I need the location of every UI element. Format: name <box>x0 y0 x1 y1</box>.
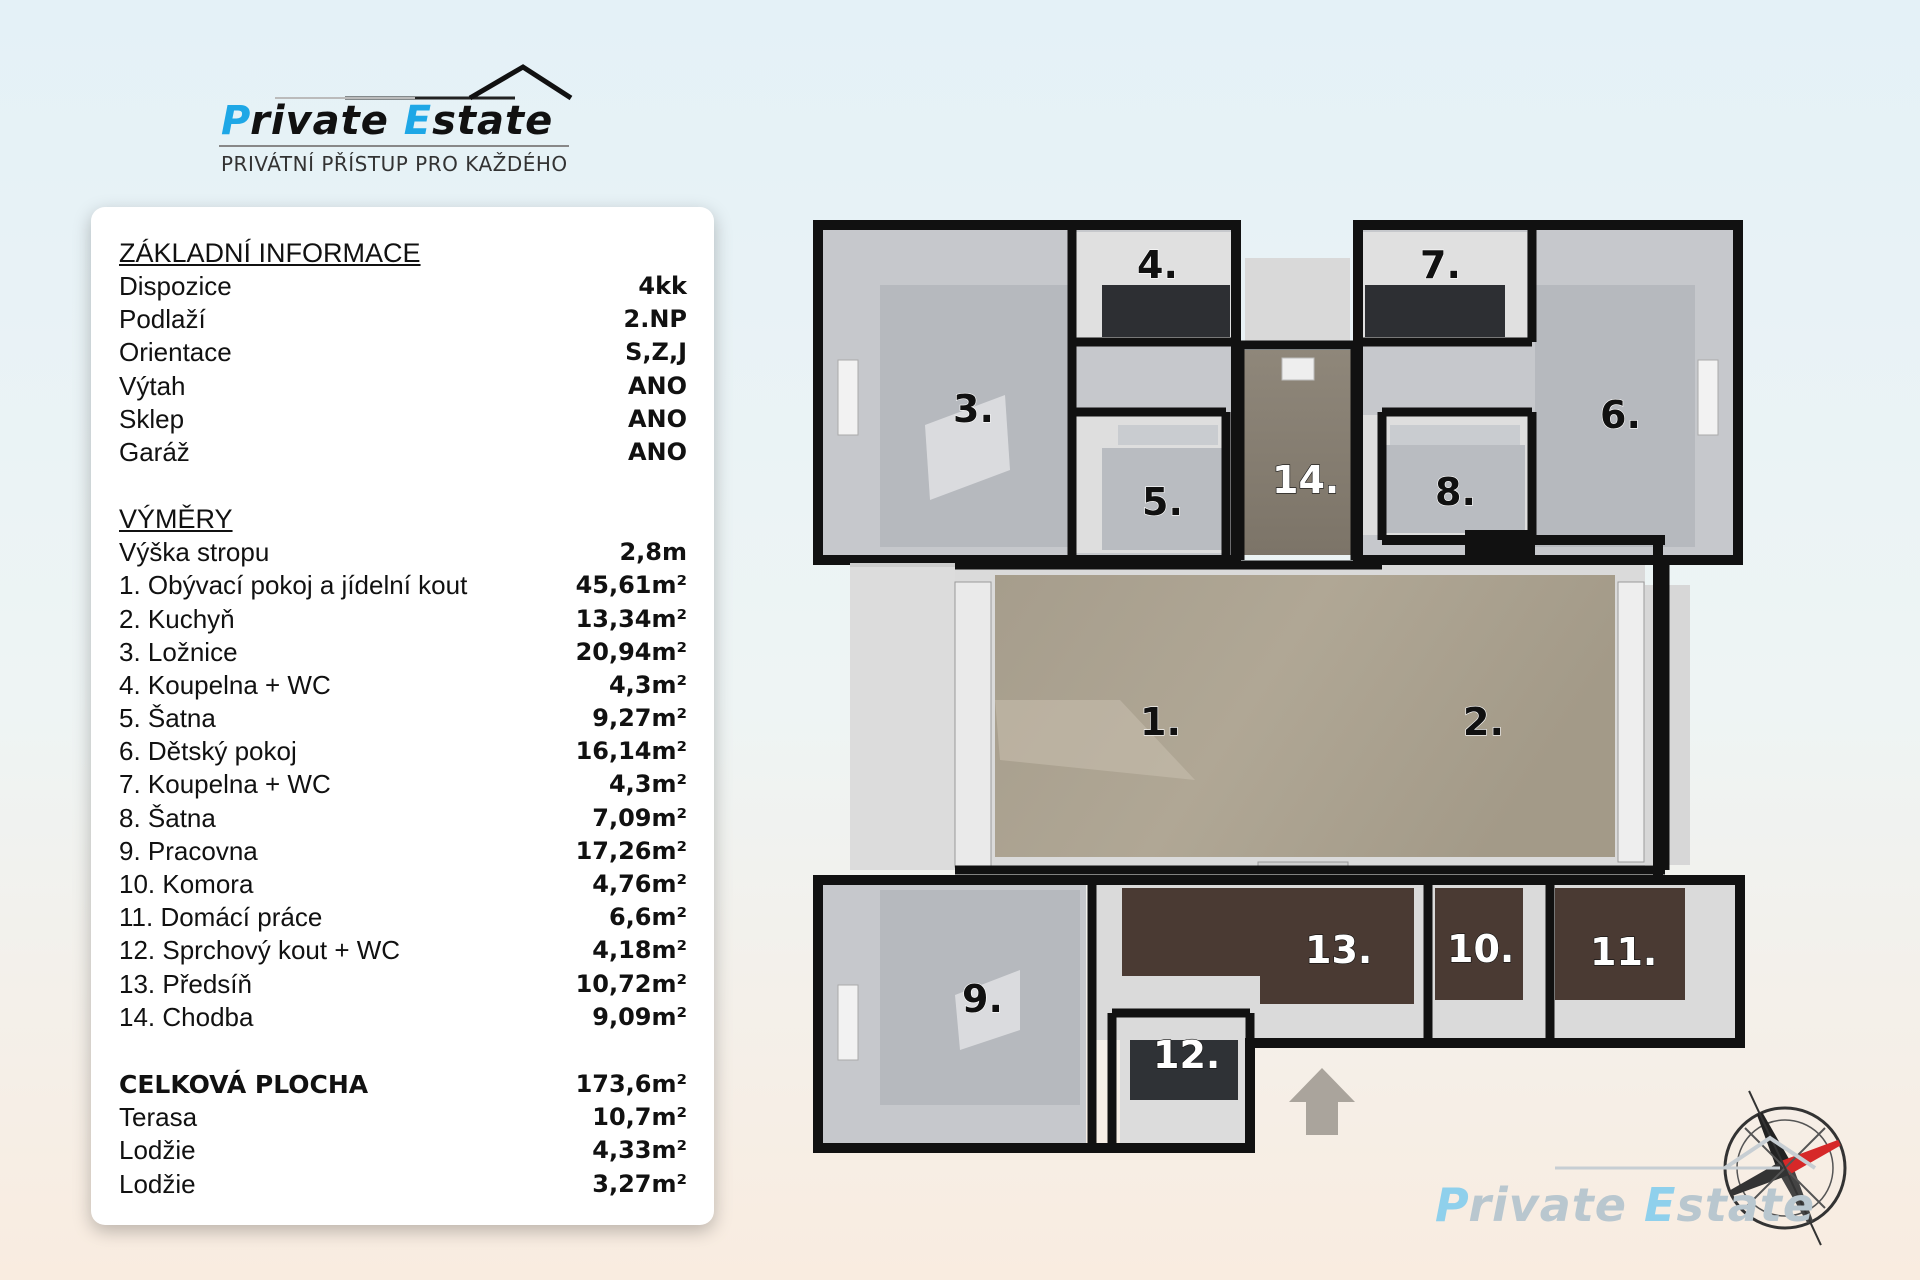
room-label-7: 7. <box>1420 243 1461 287</box>
room-label-1: 1. <box>1140 700 1181 744</box>
entrance-arrow-icon <box>1289 1068 1355 1135</box>
area-value: 16,14m² <box>575 737 687 766</box>
basic-info-value: 2.NP <box>623 305 687 334</box>
room-label-13: 13. <box>1305 928 1373 972</box>
area-value: 4,3m² <box>608 670 687 699</box>
area-value: 2,8m <box>619 538 687 567</box>
extra-area-value: 3,27m² <box>592 1169 687 1198</box>
areas-title: VÝMĚRY <box>119 504 233 535</box>
room-14-floor <box>1240 350 1355 555</box>
watermark-logo <box>1430 1100 1850 1240</box>
terrace <box>850 565 955 870</box>
area-label: 14. Chodba <box>119 1001 254 1032</box>
area-value: 9,27m² <box>592 704 687 733</box>
window-room-3 <box>838 360 858 435</box>
basic-info-title: ZÁKLADNÍ INFORMACE <box>119 238 421 268</box>
basic-info-label: Garáž <box>119 436 190 467</box>
area-label: 1. Obývací pokoj a jídelní kout <box>119 570 468 601</box>
room-label-9: 9. <box>962 977 1003 1021</box>
sliding-door-terrace <box>955 582 991 867</box>
basic-info-value: ANO <box>627 404 687 433</box>
area-label: 13. Předsíň <box>119 968 252 999</box>
room-label-11: 11. <box>1590 930 1658 974</box>
basic-info-label: Orientace <box>119 337 232 368</box>
area-label: 3. Ložnice <box>119 636 238 667</box>
watermark-wordmark: Private Estate <box>1435 1178 1816 1232</box>
extra-area-label: Lodžie <box>119 1135 196 1166</box>
room-label-6: 6. <box>1600 393 1641 437</box>
basic-info-value: S,Z,J <box>625 338 687 367</box>
area-label: 8. Šatna <box>119 802 216 833</box>
windows-kitchen <box>1618 582 1644 862</box>
basic-info-value: 4kk <box>638 272 687 300</box>
total-area-value: 173,6m² <box>575 1069 687 1098</box>
area-value: 13,34m² <box>575 604 687 633</box>
extra-area-value: 10,7m² <box>592 1103 687 1132</box>
basic-info-label: Sklep <box>119 403 185 434</box>
area-value: 7,09m² <box>592 803 687 832</box>
room-label-2: 2. <box>1463 700 1504 744</box>
extra-area-label: Terasa <box>119 1102 198 1133</box>
logo-initial-p: P <box>221 98 251 144</box>
area-label: 11. Domácí práce <box>119 902 323 933</box>
area-label: Výška stropu <box>119 537 270 568</box>
room-label-8: 8. <box>1435 470 1476 514</box>
logo-word-estate: state <box>432 98 554 144</box>
logo-word-private: rivate <box>250 98 404 144</box>
basic-info-value: ANO <box>627 437 687 466</box>
area-label: 6. Dětský pokoj <box>119 736 297 767</box>
room-label-10: 10. <box>1447 927 1515 971</box>
basic-info-value: ANO <box>627 371 687 400</box>
area-value: 4,3m² <box>608 770 687 799</box>
room-label-12: 12. <box>1153 1033 1221 1077</box>
basic-info-label: Výtah <box>119 370 186 401</box>
window-room-9 <box>838 985 858 1060</box>
area-value: 4,18m² <box>592 936 687 965</box>
logo-initial-e: E <box>403 98 433 144</box>
area-label: 9. Pracovna <box>119 835 258 866</box>
loggia-top <box>1245 258 1350 343</box>
extra-area-label: Lodžie <box>119 1168 196 1199</box>
total-area-label: CELKOVÁ PLOCHA <box>119 1069 369 1099</box>
room-label-5: 5. <box>1142 480 1183 524</box>
area-label: 12. Sprchový kout + WC <box>119 935 401 966</box>
room-label-14: 14. <box>1272 458 1340 502</box>
area-label: 2. Kuchyň <box>119 603 235 634</box>
area-label: 7. Koupelna + WC <box>119 769 331 800</box>
room-label-4: 4. <box>1137 243 1178 287</box>
window-room-6 <box>1698 360 1718 435</box>
area-value: 20,94m² <box>575 637 687 666</box>
area-value: 4,76m² <box>592 870 687 898</box>
area-label: 4. Koupelna + WC <box>119 669 331 700</box>
area-value: 6,6m² <box>608 903 687 932</box>
area-value: 10,72m² <box>575 969 687 998</box>
area-value: 9,09m² <box>592 1002 687 1031</box>
basic-info-label: Dispozice <box>119 271 232 301</box>
room-label-3: 3. <box>953 387 994 431</box>
area-label: 10. Komora <box>119 869 254 899</box>
extra-area-value: 4,33m² <box>592 1136 687 1165</box>
area-label: 5. Šatna <box>119 703 216 734</box>
area-value: 45,61m² <box>575 571 687 600</box>
logo-tagline: PRIVÁTNÍ PŘÍSTUP PRO KAŽDÉHO <box>221 152 568 176</box>
basic-info-label: Podlaží <box>119 304 206 335</box>
area-value: 17,26m² <box>575 836 687 865</box>
